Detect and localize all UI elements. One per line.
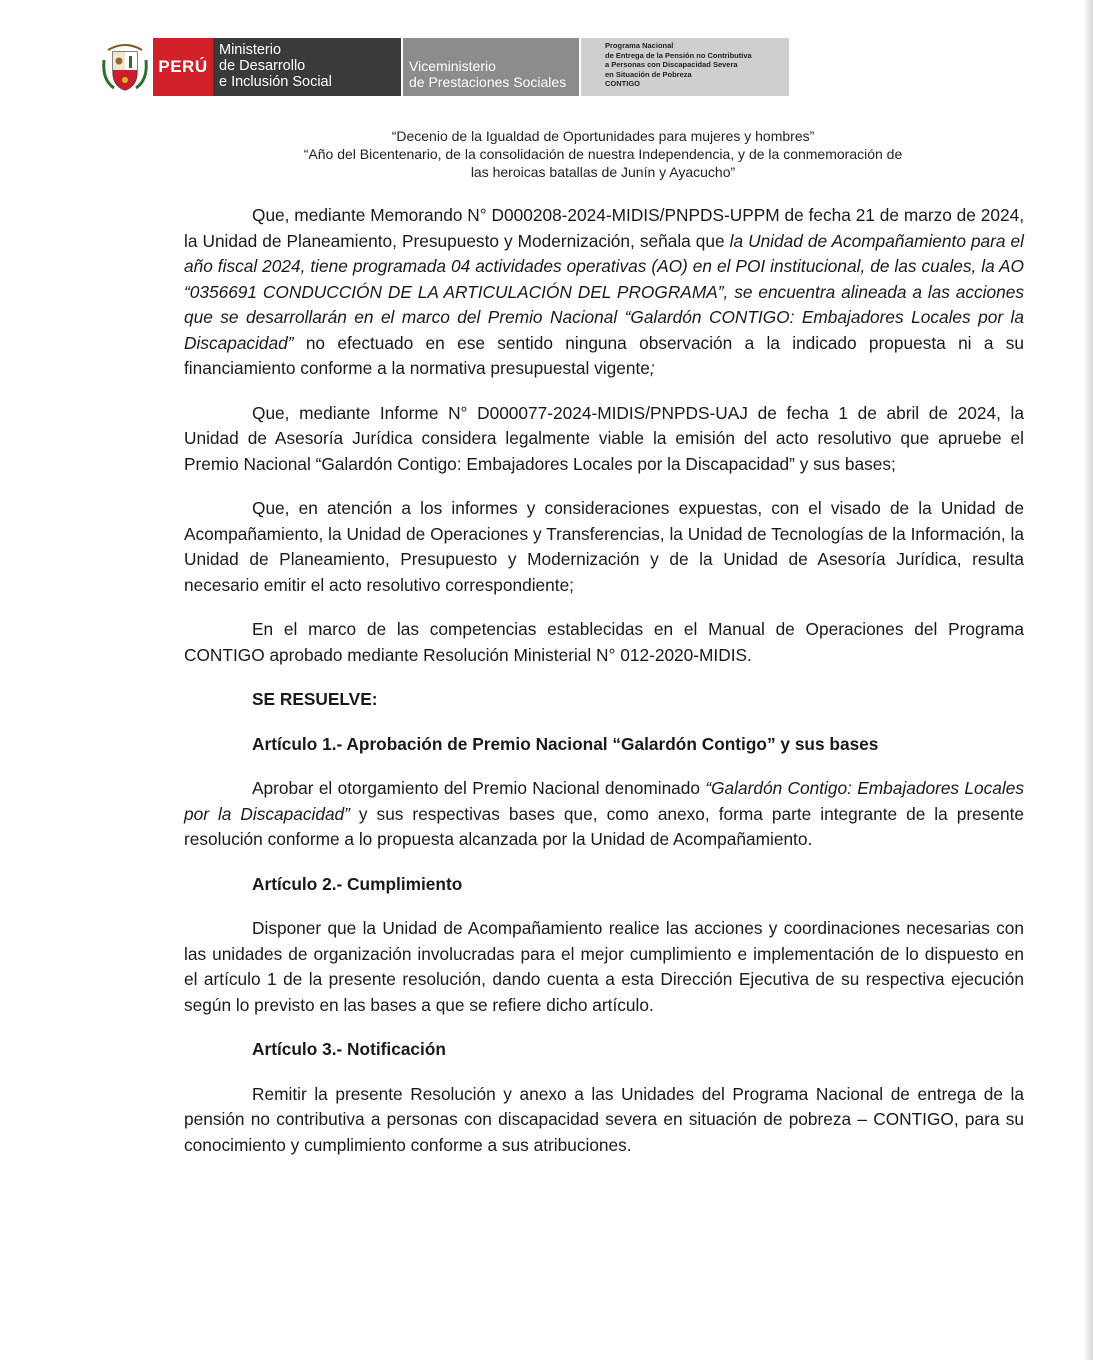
ministry-line: e Inclusión Social	[219, 74, 332, 90]
program-line: CONTIGO	[605, 79, 640, 88]
ministry-name	[213, 38, 401, 96]
ministry-line: Ministerio	[219, 42, 282, 58]
article-3-text: Remitir la presente Resolución y anexo a las Unidades del Programa Nacional de entrega de la pensión no contributiva a personas con discapacidad severa en situación de pobreza – CONTIGO, para su conocimiento y cumplimiento conforme a sus atribuciones.	[184, 1083, 1024, 1155]
paragraph-informe: Que, mediante Informe N° D000077-2024-MIDIS/PNPDS-UAJ de fecha 1 de abril de 2024, la Unidad de Asesoría Jurídica considera legalmente viable la emisión del acto resolutivo que apruebe el Premio Nacional “Galardón Contigo: Embajadores Locales por la Discapacidad” y sus bases;	[184, 402, 1024, 474]
article-1-text: Aprobar el otorgamiento del Premio Nacional denominado “Galardón Contigo: Embajadores Locales por la Discapacidad” y sus respectivas bases que, como anexo, forma parte integrante de la presente resolución conforme a lo propuesta alcanzada por la Unidad de Acompañamiento.	[184, 778, 1025, 849]
vice-line: Viceministerio	[409, 58, 496, 74]
peru-label: PERÚ	[153, 38, 213, 96]
article-3-title: Artículo 3.- Notificación	[252, 1039, 446, 1059]
coat-of-arms-icon	[100, 40, 150, 94]
paragraph-competencias: En el marco de las competencias establecidas en el Manual de Operaciones del Programa CONTIGO aprobado mediante Resolución Ministerial N° 012-2020-MIDIS.	[184, 619, 1024, 665]
se-resuelve-heading: SE RESUELVE:	[252, 689, 378, 709]
program-line: de Entrega de la Pensión no Contributiva	[605, 50, 752, 60]
article-1-title: Artículo 1.- Aprobación de Premio Nacional “Galardón Contigo” y sus bases	[252, 733, 879, 754]
slogan-line: “Año del Bicentenario, de la consolidación de nuestra Independencia, y de la conmemoración de	[303, 146, 903, 162]
paragraph-visado: Que, en atención a los informes y consideraciones expuestas, con el visado de la Unidad de Acompañamiento, la Unidad de Operaciones y Transferencias, la Unidad de Tecnologías de la Información, la Unidad de Planeamiento, Presupuesto y Modernización y de la Unidad de Asesoría Jurídica, resulta necesario emitir el acto resolutivo correspondiente;	[184, 498, 1024, 595]
slogan-line: “Decenio de la Igualdad de Oportunidades para mujeres y hombres”	[391, 128, 815, 144]
institutional-header	[100, 36, 800, 96]
page-edge-shadow	[1083, 0, 1093, 1360]
vice-line: de Prestaciones Sociales	[409, 74, 567, 90]
article-2-title: Artículo 2.- Cumplimiento	[252, 873, 463, 894]
year-slogans	[180, 127, 1026, 181]
program-name	[581, 38, 789, 96]
article-2-text: Disponer que la Unidad de Acompañamiento realice las acciones y coordinaciones necesarias con las unidades de organización involucradas para el mejor cumplimiento e implementación de lo dispuesto en el artículo 1 de la presente resolución, dando cuenta a esta Dirección Ejecutiva de su respectiva ejecución según lo previsto en las bases a que se refiere dicho artículo.	[184, 918, 1024, 1015]
viceministry-name	[403, 38, 579, 96]
paragraph-memorando: Que, mediante Memorando N° D000208-2024-MIDIS/PNPDS-UPPM de fecha 21 de marzo de 2024, la Unidad de Planeamiento, Presupuesto y Modernización, señala que la Unidad de Acompañamiento para el año fiscal 2024, tiene programada 04 actividades operativas (AO) en el POI institucional, de las cuales, la AO “0356691 CONDUCCIÓN DE LA ARTICULACIÓN DEL PROGRAMA”, se encuentra alineada a las acciones que se desarrollarán en el marco del Premio Nacional “Galardón CONTIGO: Embajadores Locales por la Discapacidad” no efectuado en ese sentido ninguna observación a la indicado propuesta ni a su financiamiento conforme a la normativa presupuestal vigente;	[184, 205, 1024, 378]
resolution-body	[184, 203, 1024, 1177]
ministry-line: de Desarrollo	[219, 58, 306, 74]
program-line: en Situación de Pobreza	[605, 69, 692, 79]
program-line: Programa Nacional	[605, 41, 674, 50]
slogan-line: las heroicas batallas de Junín y Ayacucho”	[470, 164, 736, 180]
program-line: a Personas con Discapacidad Severa	[605, 60, 738, 69]
